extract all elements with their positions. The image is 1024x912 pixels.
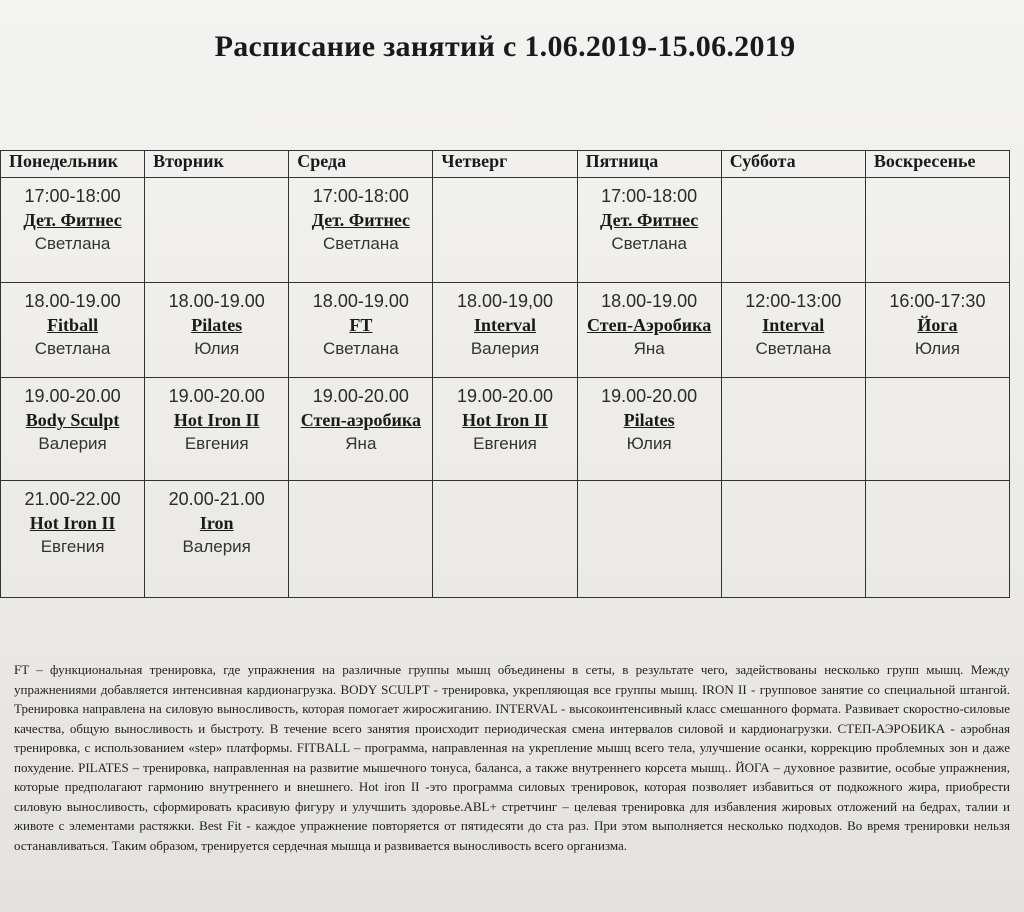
schedule-cell	[433, 378, 577, 481]
trainer-name: Светлана	[755, 339, 832, 358]
class-entry	[433, 378, 576, 456]
class-name: Дет. Фитнес	[23, 210, 122, 230]
class-time: 18.00-19.00	[312, 291, 409, 311]
class-entry	[289, 378, 432, 456]
table-row	[1, 378, 1010, 481]
class-entry	[1, 481, 144, 559]
schedule-cell	[289, 178, 433, 283]
schedule-cell	[145, 378, 289, 481]
class-entry	[578, 178, 721, 256]
trainer-name: Яна	[345, 434, 377, 453]
header-row	[1, 151, 1010, 178]
class-entry	[1, 378, 144, 456]
class-name: Interval	[762, 315, 825, 335]
schedule-cell	[577, 178, 721, 283]
schedule-cell	[145, 481, 289, 598]
schedule-cell	[721, 283, 865, 378]
class-entry	[1, 178, 144, 256]
class-time: 17:00-18:00	[312, 186, 409, 206]
class-entry	[433, 283, 576, 361]
class-time: 18.00-19.00	[601, 291, 698, 311]
class-time: 16:00-17:30	[889, 291, 986, 311]
class-name: Body Sculpt	[25, 410, 120, 430]
trainer-name: Светлана	[323, 339, 399, 358]
class-entry	[289, 283, 432, 361]
class-name: FT	[349, 315, 373, 335]
trainer-name: Светлана	[34, 234, 111, 253]
class-entry	[145, 481, 288, 559]
schedule-cell	[433, 283, 577, 378]
class-name: Степ-аэробика	[300, 410, 421, 430]
class-name: Interval	[473, 315, 536, 335]
table-row	[1, 283, 1010, 378]
class-entry	[722, 283, 865, 361]
schedule-cell	[1, 178, 145, 283]
class-entry	[145, 378, 288, 456]
class-name: Fitball	[47, 315, 99, 335]
class-name: Iron	[199, 513, 234, 533]
trainer-name: Валерия	[38, 434, 107, 453]
class-name: Степ-Аэробика	[587, 315, 712, 335]
day-header: Среда	[289, 151, 433, 178]
schedule-cell	[721, 178, 865, 283]
class-time: 18.00-19.00	[24, 291, 121, 311]
day-header: Вторник	[145, 151, 289, 178]
class-time: 19.00-20.00	[456, 386, 554, 406]
schedule-cell	[289, 378, 433, 481]
class-time: 18.00-19,00	[456, 291, 554, 311]
schedule-table	[0, 150, 1010, 598]
class-name: Hot Iron II	[462, 410, 548, 430]
day-header: Четверг	[433, 151, 577, 178]
schedule-cell	[577, 283, 721, 378]
class-name: Hot Iron II	[173, 410, 260, 430]
trainer-name: Юлия	[914, 339, 960, 358]
class-time: 19.00-20.00	[601, 386, 698, 406]
trainer-name: Юлия	[194, 339, 240, 358]
schedule-cell	[577, 378, 721, 481]
class-entry	[866, 283, 1009, 361]
class-time: 12:00-13:00	[745, 291, 842, 311]
class-name: Дет. Фитнес	[599, 210, 699, 230]
trainer-name: Евгения	[184, 434, 249, 453]
schedule-cell	[721, 378, 865, 481]
schedule-cell	[145, 178, 289, 283]
table-row	[1, 481, 1010, 598]
trainer-name: Валерия	[182, 537, 251, 556]
trainer-name: Светлана	[323, 234, 399, 253]
trainer-name: Светлана	[34, 339, 111, 358]
class-entry	[578, 283, 721, 361]
trainer-name: Светлана	[611, 234, 687, 253]
class-time: 17:00-18:00	[601, 186, 698, 206]
schedule-cell	[1, 378, 145, 481]
schedule-cell	[865, 283, 1009, 378]
day-header: Понедельник	[1, 151, 145, 178]
trainer-name: Евгения	[40, 537, 105, 556]
class-time: 21.00-22.00	[24, 489, 121, 509]
class-descriptions: FT – функциональная тренировка, где упражнения на различные группы мышц объединены в сеты, в результате чего, задействованы несколько групп мышц. Между упражнениями добавляется интенсивная кардионагрузка. BODY SCULPT - тренировка, укрепляющая все группы мышц. IRON II - групповое занятие со специальной штангой. Тренировка направлена на силовую выносливость, которая помогает жиросжиганию. INTERVAL - высокоинтенсивный класс смешанного формата. Развивает скоростно-силовые качества, общую выносливость и быстроту. В течение всего занятия происходит периодическая смена интервалов силовой и кардионагрузки. СТЕП-АЭРОБИКА - аэробная тренировка, с использованием «step» платформы. FITBALL – программа, направленная на укрепление мышц всего тела, улучшение осанки, коррекцию проблемных зон и даже похудение. PILATES – тренировка, направленная на развитие мышечного тонуса, баланса, а также внутреннего корсета мышц.. ЙОГА – духовное развитие, особые упражнения, которые предполагают гармонию внутреннего и внешнего. Hot iron II -это программа силовых тренировок, которая позволяет избавиться от подкожного жира, приобрести силовую выносливость, сформировать красивую фигуру и улучшить здоровье.ABL+ стретчинг – целевая тренировка для избавления жировых отложений на бедрах, талии и животе с элементами растяжки. Best Fit - каждое упражнение повторяется от пятидесяти до ста раз. При этом выполняется несколько подходов. Во время тренировки нельзя останавливаться. Таким образом, тренируется сердечная мышца и развивается выносливость всего организма.	[14, 662, 1010, 853]
class-time: 19.00-20.00	[24, 386, 121, 406]
class-entry	[1, 283, 144, 361]
trainer-name: Юлия	[626, 434, 672, 453]
class-time: 20.00-21.00	[168, 489, 265, 509]
schedule-cell	[577, 481, 721, 598]
schedule-cell	[1, 283, 145, 378]
schedule-cell	[145, 283, 289, 378]
schedule-cell	[433, 178, 577, 283]
class-name: Дет. Фитнес	[311, 210, 411, 230]
schedule-cell	[289, 283, 433, 378]
day-header: Суббота	[721, 151, 865, 178]
class-name: Pilates	[191, 315, 243, 335]
class-entry	[145, 283, 288, 361]
class-time: 18.00-19.00	[168, 291, 265, 311]
trainer-name: Евгения	[473, 434, 537, 453]
day-header: Пятница	[577, 151, 721, 178]
schedule-cell	[289, 481, 433, 598]
schedule-body	[1, 178, 1010, 598]
class-time: 19.00-20.00	[312, 386, 409, 406]
class-entry	[289, 178, 432, 256]
schedule-cell	[865, 178, 1009, 283]
schedule-cell	[721, 481, 865, 598]
class-time: 19.00-20.00	[168, 386, 265, 406]
class-name: Pilates	[623, 410, 675, 430]
schedule-cell	[865, 378, 1009, 481]
page-title: Расписание занятий с 1.06.2019-15.06.2019	[214, 30, 796, 63]
trainer-name: Валерия	[470, 339, 540, 358]
schedule-cell	[433, 481, 577, 598]
trainer-name: Яна	[633, 339, 665, 358]
day-header: Воскресенье	[865, 151, 1009, 178]
class-name: Hot Iron II	[29, 513, 116, 533]
class-name: Йога	[917, 315, 958, 335]
schedule-cell	[865, 481, 1009, 598]
schedule-cell	[1, 481, 145, 598]
class-entry	[578, 378, 721, 456]
table-row	[1, 178, 1010, 283]
class-time: 17:00-18:00	[24, 186, 121, 206]
